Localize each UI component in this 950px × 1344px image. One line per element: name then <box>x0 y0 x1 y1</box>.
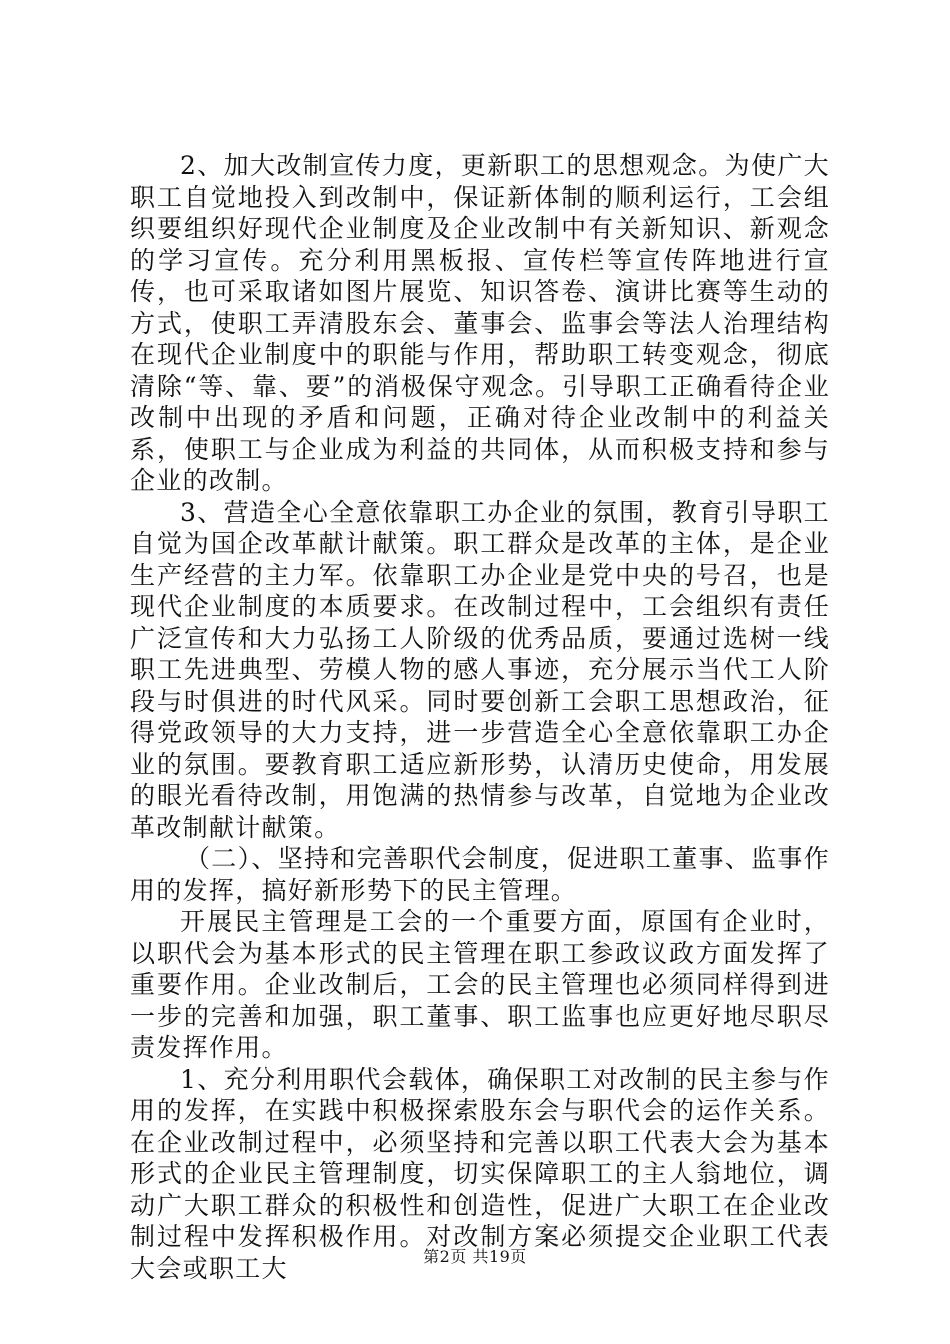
page-number-footer: 第2页 共19页 <box>423 1247 527 1266</box>
paragraph-workers-congress: 1、充分利用职代会载体，确保职工对改制的民主参与作用的发挥，在实践中积极探索股东会与职代会的运作关系。在企业改制过程中，必须坚持和完善以职工代表大会为基本形式的企业民主管理制度，切实保障职工的主人翁地位，调动广大职工群众的积极性和创造性，促进广大职工在企业改制过程中发挥积极作用。对改制方案必须提交企业职工代表大会或职工大 <box>130 1064 830 1283</box>
paragraph-publicity: 2、加大改制宣传力度，更新职工的思想观念。为使广大职工自觉地投入到改制中，保证新体制的顺利运行，工会组织要组织好现代企业制度及企业改制中有关新知识、新观念的学习宣传。充分利用黑板报、宣传栏等宣传阵地进行宣传，也可采取诸如图片展览、知识答卷、演讲比赛等生动的方式，使职工弄清股东会、董事会、监事会等法人治理结构在现代企业制度中的职能与作用，帮助职工转变观念，彻底清除“等、靠、要”的消极保守观念。引导职工正确看待企业改制中出现的矛盾和问题，正确对待企业改制中的利益关系，使职工与企业成为利益的共同体，从而积极支持和参与企业的改制。 <box>130 151 830 495</box>
document-body <box>130 150 830 1284</box>
paragraph-democratic-management: 开展民主管理是工会的一个重要方面，原国有企业时，以职代会为基本形式的民主管理在职工参政议政方面发挥了重要作用。企业改制后，工会的民主管理也必须同样得到进一步的完善和加强，职工董事、职工监事也应更好地尽职尽责发挥作用。 <box>130 907 830 1062</box>
paragraph-atmosphere: 3、营造全心全意依靠职工办企业的氛围，教育引导职工自觉为国企改革献计献策。职工群众是改革的主体，是企业生产经营的主力军。依靠职工办企业是党中央的号召，也是现代企业制度的本质要求。在改制过程中，工会组织有责任广泛宣传和大力弘扬工人阶级的优秀品质，要通过选树一线职工先进典型、劳模人物的感人事迹，充分展示当代工人阶段与时俱进的时代风采。同时要创新工会职工思想政治，征得党政领导的大力支持，进一步营造全心全意依靠职工办企业的氛围。要教育职工适应新形势，认清历史使命，用发展的眼光看待改制，用饱满的热情参与改革，自觉地为企业改革改制献计献策。 <box>130 497 830 842</box>
section-heading-democratic-management: （二）、坚持和完善职代会制度，促进职工董事、监事作用的发挥，搞好新形势下的民主管理。 <box>130 844 831 905</box>
